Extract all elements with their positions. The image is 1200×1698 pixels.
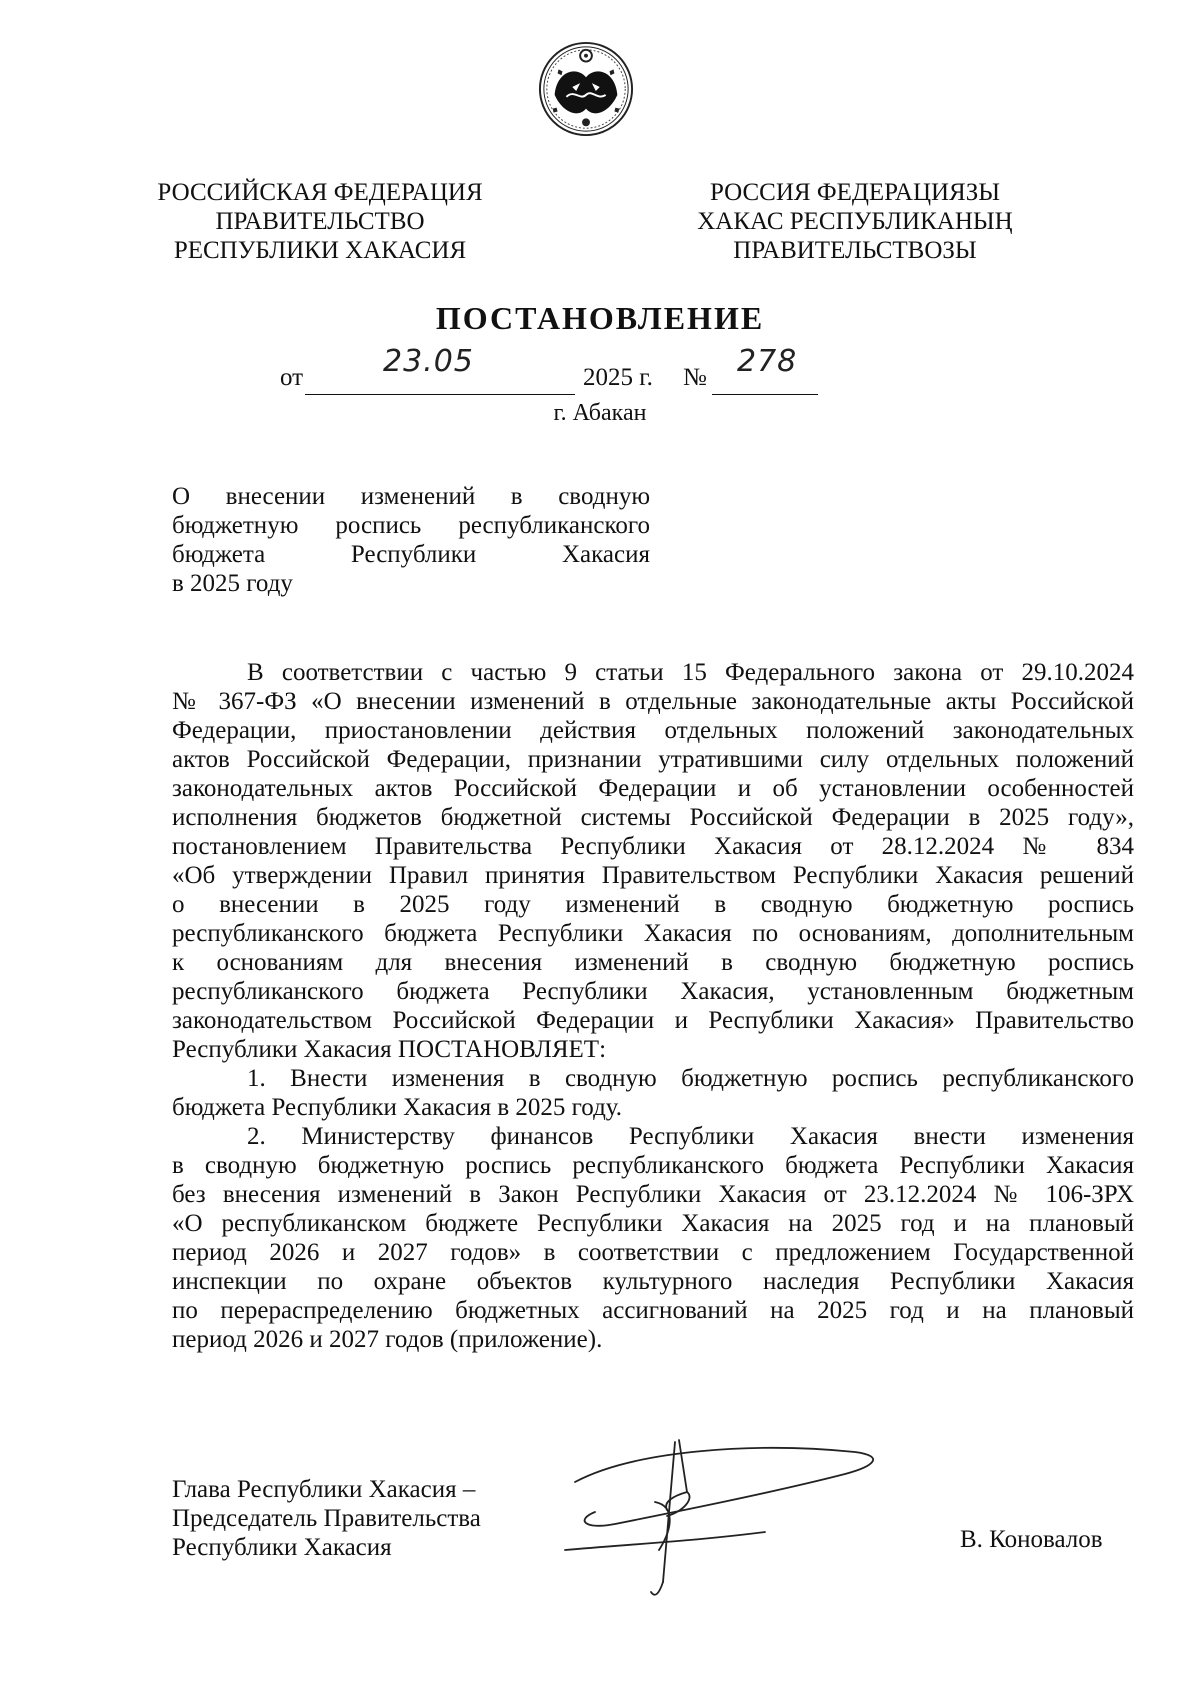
body-line: Федерации, приостановлении действия отдельных положений законодательных — [172, 717, 1134, 744]
signatory-position-line: Председатель Правительства — [172, 1505, 481, 1532]
year-label: 2025 г. — [583, 364, 653, 391]
body-line: «О республиканском бюджете Республики Хакасия на 2025 год и на плановый — [172, 1210, 1134, 1237]
body-line: постановлением Правительства Республики Хакасия от 28.12.2024 № 834 — [172, 833, 1134, 860]
signatory-position — [172, 1475, 481, 1562]
header-left-russian — [150, 178, 490, 265]
body-line: период 2026 и 2027 годов (приложение). — [172, 1326, 603, 1353]
subject-line: О внесении изменений в сводную — [172, 483, 650, 510]
city-label: г. Абакан — [553, 400, 647, 426]
number-underline — [712, 394, 818, 395]
handwritten-number: 278 — [737, 344, 798, 379]
signatory-position-line: Глава Республики Хакасия – — [172, 1476, 476, 1503]
body-line: по перераспределению бюджетных ассигнований на 2025 год и на плановый — [172, 1297, 1134, 1324]
body-line: о внесении в 2025 году изменений в сводную бюджетную роспись — [172, 891, 1134, 918]
header-right-line: РОССИЯ ФЕДЕРАЦИЯЗЫ — [709, 179, 1001, 206]
body-line: законодательством Российской Федерации и Республики Хакасия» Правительство — [172, 1007, 1134, 1034]
header-left-line: РЕСПУБЛИКИ ХАКАСИЯ — [173, 237, 467, 264]
header-right-line: ПРАВИТЕЛЬСТВОЗЫ — [733, 237, 977, 264]
signatory-position-line: Республики Хакасия — [172, 1534, 392, 1561]
body-line: к основаниям для внесения изменений в сводную бюджетную роспись — [172, 949, 1134, 976]
header-left-line: ПРАВИТЕЛЬСТВО — [215, 208, 425, 235]
document-body — [172, 658, 1134, 1354]
body-line: 1. Внести изменения в сводную бюджетную роспись республиканского — [247, 1065, 1134, 1092]
body-line: «Об утверждении Правил принятия Правительством Республики Хакасия решений — [172, 862, 1134, 889]
date-underline — [305, 394, 575, 395]
header-right-line: ХАКАС РЕСПУБЛИКАНЫҢ — [697, 208, 1013, 235]
body-line: законодательных актов Российской Федерации и об установлении особенностей — [172, 775, 1134, 802]
subject-line: в 2025 году — [172, 570, 293, 597]
coat-of-arms-emblem-icon — [537, 40, 635, 138]
subject-line: бюджетную роспись республиканского — [172, 512, 650, 539]
body-line: В соответствии с частью 9 статьи 15 Федерального закона от 29.10.2024 — [247, 659, 1134, 686]
document-subject — [172, 482, 650, 598]
body-line: республиканского бюджета Республики Хакасия, установленным бюджетным — [172, 978, 1134, 1005]
body-line: 2. Министерству финансов Республики Хакасия внести изменения — [247, 1123, 1134, 1150]
date-prefix: от — [280, 364, 304, 391]
body-line: республиканского бюджета Республики Хакасия по основаниям, дополнительным — [172, 920, 1134, 947]
number-sign: № — [683, 364, 707, 391]
body-line: инспекции по охране объектов культурного наследия Республики Хакасия — [172, 1268, 1134, 1295]
document-title: ПОСТАНОВЛЕНИЕ — [435, 300, 765, 336]
body-line: актов Российской Федерации, признании утратившими силу отдельных положений — [172, 746, 1134, 773]
handwritten-signature-icon — [555, 1432, 895, 1602]
body-line: исполнения бюджетов бюджетной системы Российской Федерации в 2025 году», — [172, 804, 1134, 831]
body-line: бюджета Республики Хакасия в 2025 году. — [172, 1094, 623, 1121]
body-line: № 367-ФЗ «О внесении изменений в отдельные законодательные акты Российской — [172, 688, 1134, 715]
body-line: без внесения изменений в Закон Республики Хакасия от 23.12.2024 № 106-ЗРХ — [172, 1181, 1134, 1208]
header-left-line: РОССИЙСКАЯ ФЕДЕРАЦИЯ — [157, 179, 483, 206]
handwritten-date: 23.05 — [383, 344, 474, 379]
body-line: в сводную бюджетную роспись республиканского бюджета Республики Хакасия — [172, 1152, 1134, 1179]
body-line: Республики Хакасия ПОСТАНОВЛЯЕТ: — [172, 1036, 607, 1063]
signatory-name: В. Коновалов — [960, 1526, 1103, 1553]
body-line: период 2026 и 2027 годов» в соответствии с предложением Государственной — [172, 1239, 1134, 1266]
header-right-khakas — [690, 178, 1020, 265]
subject-line: бюджета Республики Хакасия — [172, 541, 650, 568]
